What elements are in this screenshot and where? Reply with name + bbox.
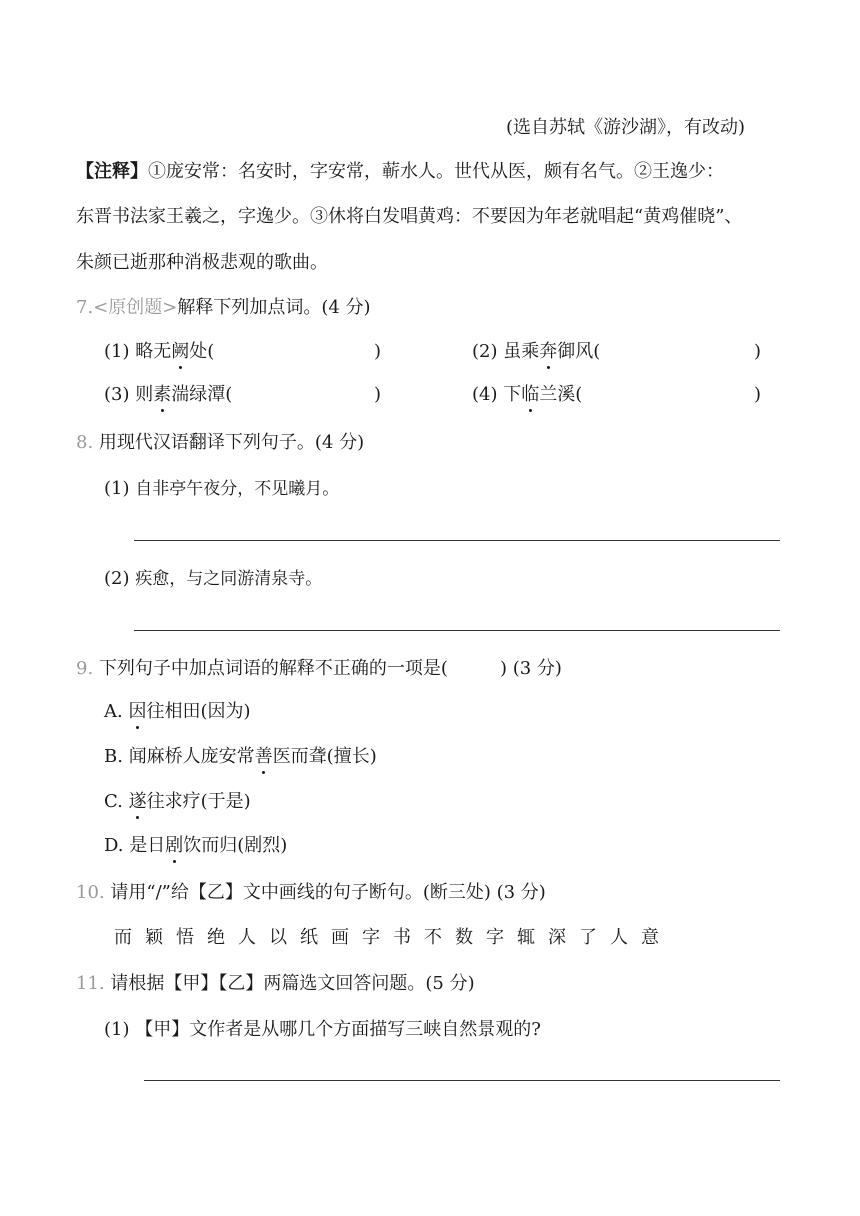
question-number: 10.	[76, 882, 105, 903]
q9-option-d	[104, 834, 287, 858]
question-number: 8.	[76, 432, 94, 453]
dotted-char: 剧	[165, 835, 184, 856]
option-text: 往相田(因为)	[146, 701, 251, 722]
question-10	[76, 881, 546, 905]
item-text: 兰溪(	[539, 384, 583, 405]
q10-sentence: 而颖悟绝人以纸画字书不数字辄深了人意	[114, 927, 672, 948]
sub-question-text: 【甲】文作者是从哪几个方面描写三峡自然景观的?	[135, 1019, 541, 1040]
note-line-3: 朱颜已逝那种消极悲观的歌曲。	[76, 252, 328, 273]
source-citation: (选自苏轼《游沙湖》，有改动)	[506, 117, 746, 138]
question-text: 用现代汉语翻译下列句子。(4 分)	[98, 432, 365, 453]
item-text: 下	[503, 384, 522, 405]
option-letter: C.	[104, 791, 123, 812]
dotted-char: 善	[254, 746, 273, 767]
q7-item-1-close: )	[374, 341, 382, 362]
question-text: 解释下列加点词。(4 分)	[177, 297, 371, 318]
dotted-char: 临	[521, 384, 540, 405]
answer-line[interactable]	[144, 1080, 780, 1081]
question-number: 9.	[76, 658, 94, 679]
item-text: 湍绿潭(	[171, 384, 233, 405]
item-number: (1)	[104, 1019, 130, 1040]
question-8	[76, 431, 364, 455]
answer-line[interactable]	[134, 540, 780, 541]
item-number: (2)	[472, 341, 498, 362]
dotted-char: 阙	[171, 341, 190, 362]
question-number: 11.	[76, 973, 105, 994]
question-number: 7.	[76, 297, 94, 318]
option-letter: D.	[104, 835, 124, 856]
item-number: (3)	[104, 384, 130, 405]
item-text: 略无	[135, 341, 172, 362]
question-score: ) (3 分)	[499, 658, 562, 679]
dotted-char: 遂	[128, 791, 147, 812]
dotted-char: 奔	[539, 341, 558, 362]
dotted-char: 因	[128, 701, 147, 722]
note-label: 【注释】	[76, 161, 148, 182]
dotted-char: 素	[153, 384, 172, 405]
q7-item-3	[104, 383, 232, 407]
q9-option-b	[104, 745, 377, 769]
item-text: 处(	[189, 341, 215, 362]
q8-sentence-2	[104, 567, 322, 591]
item-number: (4)	[472, 384, 498, 405]
item-number: (2)	[104, 568, 130, 589]
q7-item-2-close: )	[754, 341, 762, 362]
option-letter: A.	[104, 701, 123, 722]
option-text: 闻麻桥人庞安常	[128, 746, 255, 767]
q9-option-a	[104, 700, 251, 724]
q7-item-4-close: )	[754, 384, 762, 405]
q7-item-1	[104, 340, 214, 364]
q7-item-4	[472, 383, 582, 407]
question-text: 请用“/”给【乙】文中画线的句子断句。(断三处) (3 分)	[110, 882, 546, 903]
note-line-1	[76, 160, 724, 184]
item-text: 虽乘	[503, 341, 540, 362]
sentence-text: 疾愈，与之同游清泉寺。	[135, 569, 323, 589]
question-9	[76, 657, 562, 681]
question-text: 下列句子中加点词语的解释不正确的一项是(	[98, 658, 448, 679]
item-number: (1)	[104, 478, 130, 499]
item-text: 则	[135, 384, 154, 405]
q11-sub-1	[104, 1018, 541, 1042]
q8-sentence-1	[104, 477, 339, 501]
question-11	[76, 972, 475, 996]
item-number: (1)	[104, 341, 130, 362]
note-text-1: ①庞安常：名安时，字安常，蕲水人。世代从医，颇有名气。②王逸少：	[148, 161, 724, 182]
item-text: 御风(	[557, 341, 601, 362]
question-7	[76, 296, 371, 320]
option-text: 往求疗(于是)	[146, 791, 251, 812]
option-text: 饮而归(剧烈)	[183, 835, 288, 856]
question-text: 请根据【甲】【乙】两篇选文回答问题。(5 分)	[110, 973, 475, 994]
sentence-text: 自非亭午夜分，不见曦月。	[135, 479, 340, 499]
option-text: 医而聋(擅长)	[272, 746, 377, 767]
q7-item-3-close: )	[374, 384, 382, 405]
option-text: 是日	[129, 835, 166, 856]
q9-option-c	[104, 790, 251, 814]
note-line-2: 东晋书法家王羲之，字逸少。③休将白发唱黄鸡：不要因为年老就唱起“黄鸡催晓”、	[76, 206, 743, 227]
question-tag: <原创题>	[93, 297, 178, 318]
q7-item-2	[472, 340, 600, 364]
option-letter: B.	[104, 746, 123, 767]
answer-line[interactable]	[134, 630, 780, 631]
